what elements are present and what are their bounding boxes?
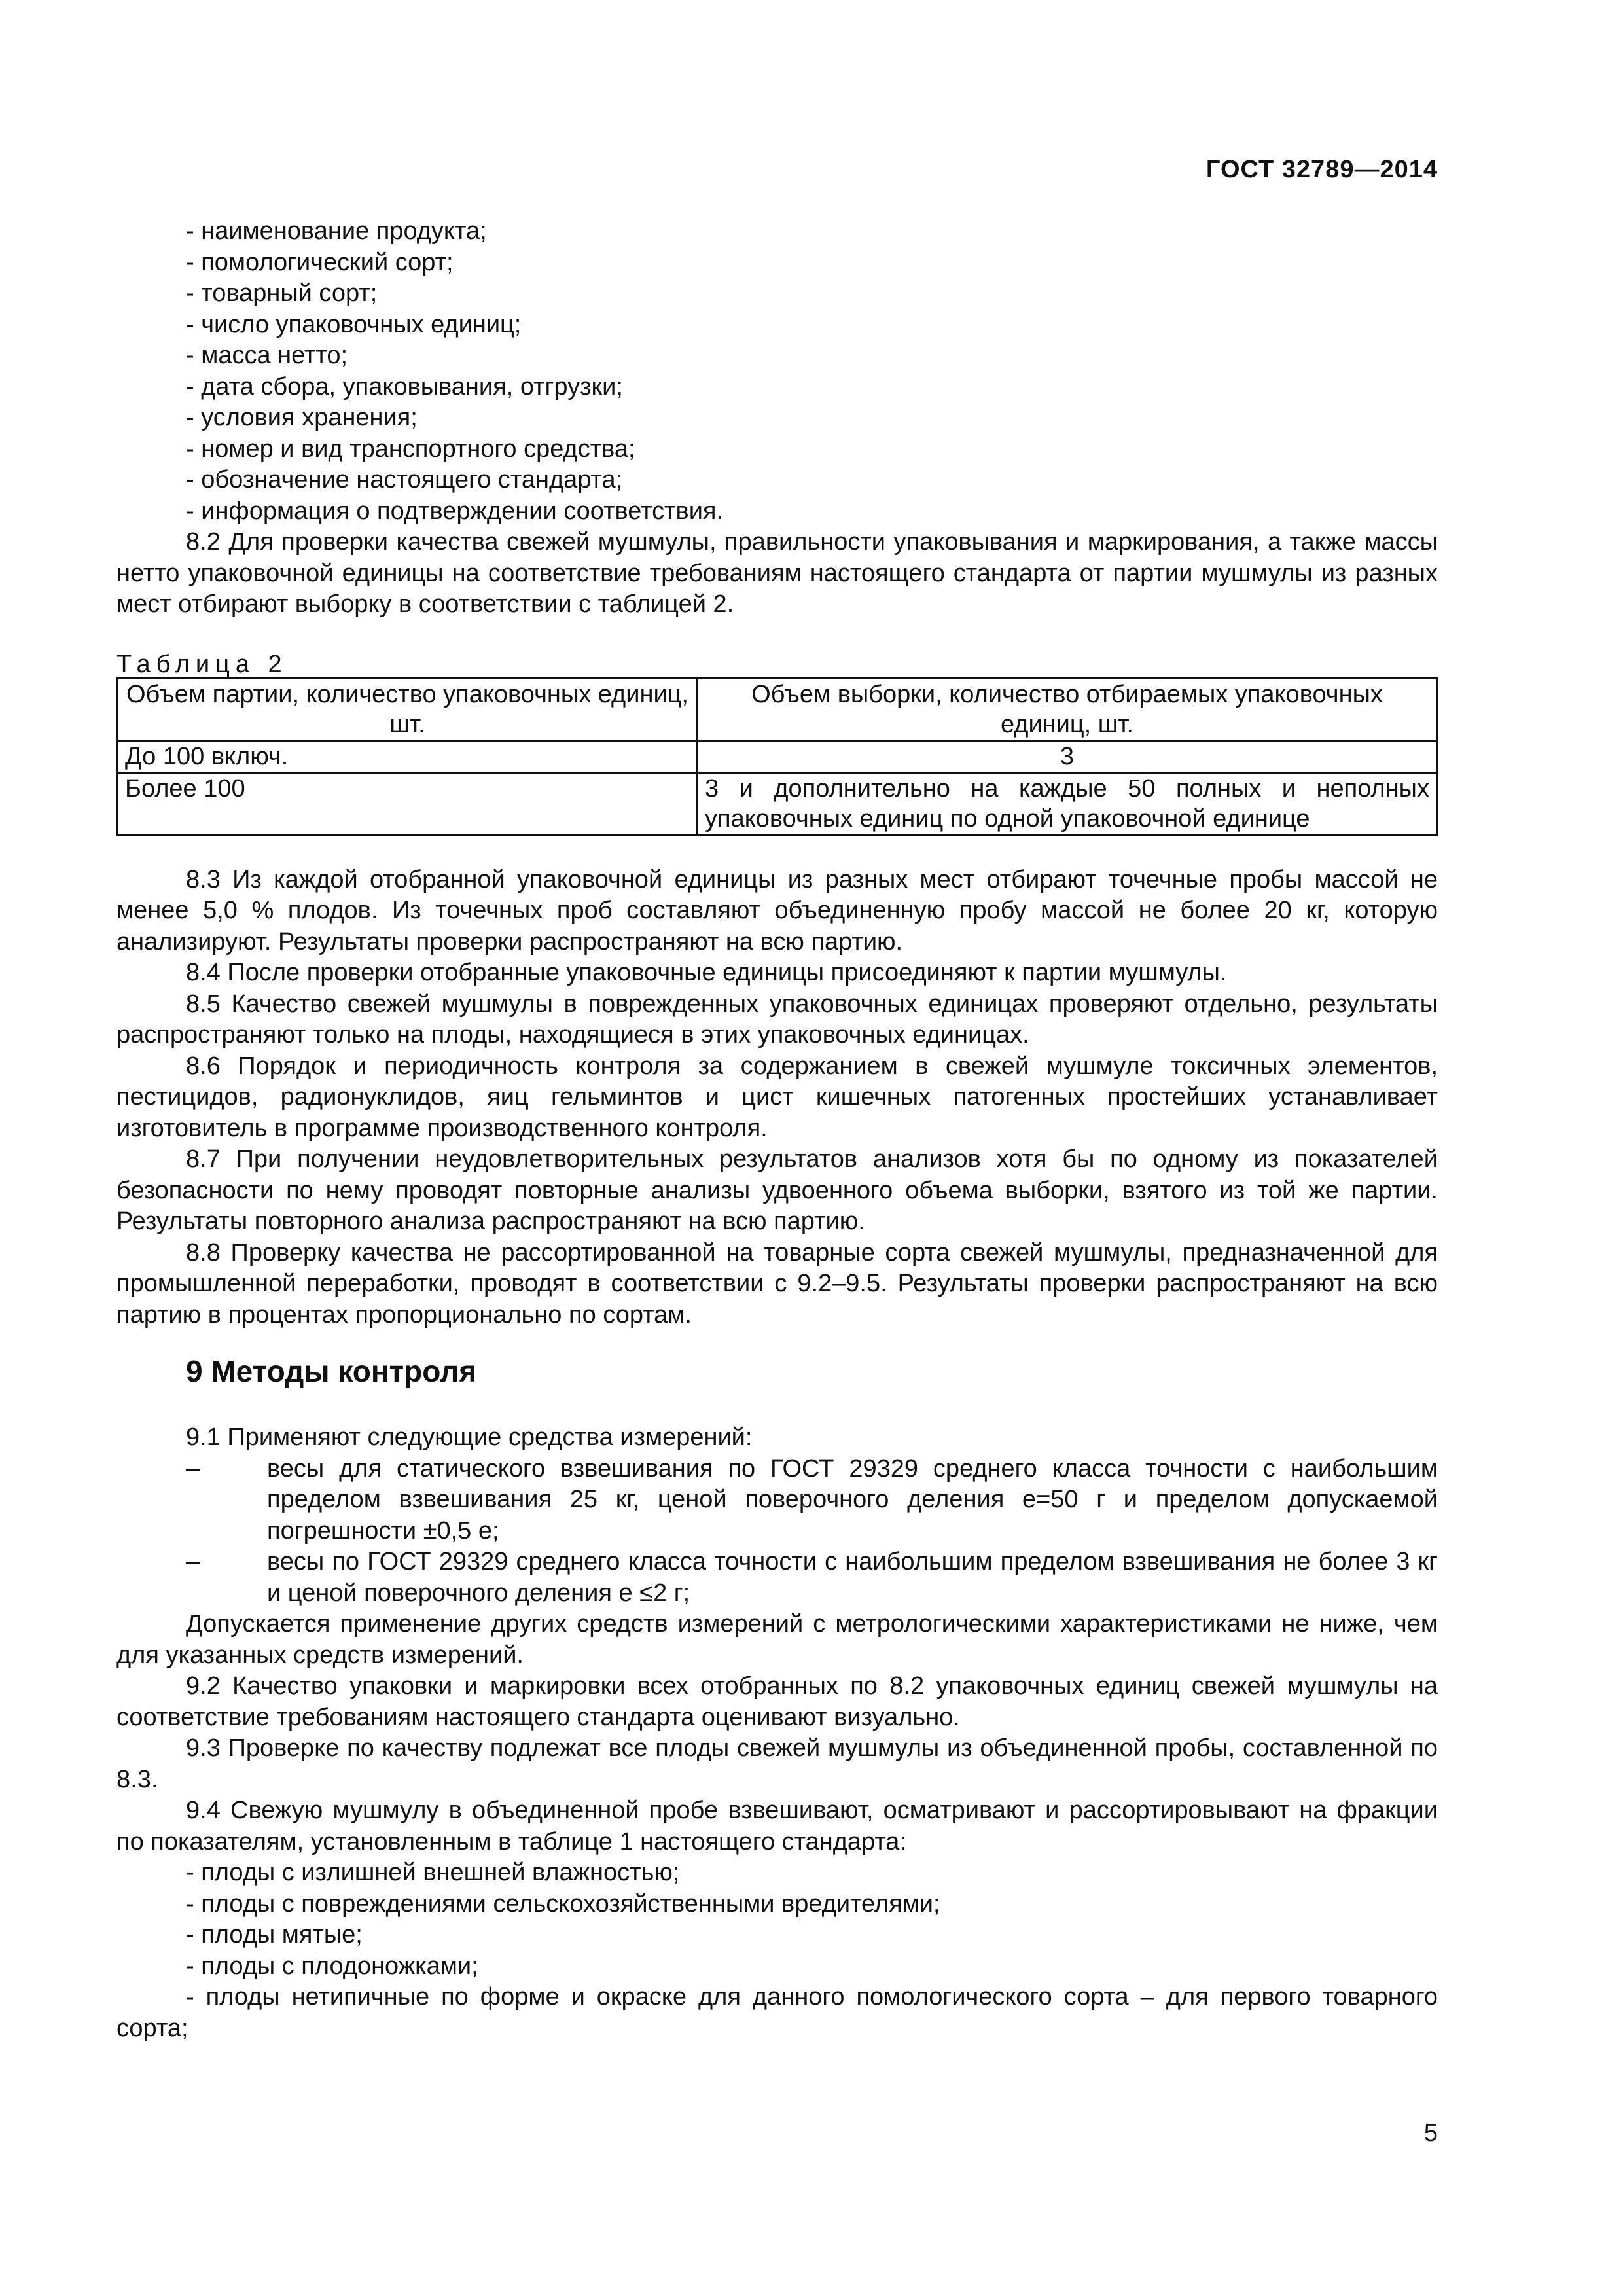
paragraph-9-2: 9.2 Качество упаковки и маркировки всех отобранных по 8.2 упаковочных единиц свежей мушмулы на соответствие требованиям настоящего стандарта оценивают визуально. — [116, 1672, 1438, 1731]
list-item: - плоды с плодоножками; — [186, 1952, 478, 1980]
list-item: - плоды с излишней внешней влажностью; — [186, 1859, 680, 1886]
paragraph-8-7: 8.7 При получении неудовлетворительных результатов анализов хотя бы по одному из показателей безопасности по нему проводят повторные анализы удвоенного объема выборки, взятого из той же партии. Результаты повторного анализа распространяют на всю партию. — [116, 1145, 1438, 1235]
list-a — [116, 216, 1438, 527]
table-header-cell: Объем партии, количество упаковочных единиц, шт. — [118, 678, 698, 740]
list-item-last: - плоды нетипичные по форме и окраске для данного помологического сорта – для первого товарного сорта; — [116, 1983, 1438, 2042]
list-item: - масса нетто; — [186, 342, 348, 369]
dash-item — [116, 1547, 1438, 1609]
table-cell: Более 100 — [118, 772, 698, 834]
spacer — [116, 836, 1438, 865]
list-item: - номер и вид транспортного средства; — [186, 435, 635, 463]
list-item: - дата сбора, упаковывания, отгрузки; — [186, 372, 623, 401]
paragraph-8-5: 8.5 Качество свежей мушмулы в поврежденных упаковочных единицах проверяют отдельно, результаты распространяют только на плоды, находящиеся в этих упаковочных единицах. — [116, 990, 1438, 1049]
table-cell: 3 и дополнительно на каждые 50 полных и неполных упаковочных единиц по одной упаковочной единице — [698, 772, 1437, 834]
list-b — [116, 1857, 1438, 1982]
paragraph-8-3: 8.3 Из каждой отобранной упаковочной единицы из разных мест отбирают точечные пробы массой не менее 5,0 % плодов. Из точечных проб составляют объединенную пробу массой не более 20 кг, которую анализируют. Результаты проверки распространяют на всю партию. — [116, 865, 1438, 956]
paragraph-9-4: 9.4 Свежую мушмулу в объединенной пробе взвешивают, осматривают и рассортировывают на фракции по показателям, установленным в таблице 1 настоящего стандарта: — [116, 1797, 1438, 1856]
list-item: - товарный сорт; — [186, 279, 378, 307]
paragraph-9-3: 9.3 Проверке по качеству подлежат все плоды свежей мушмулы из объединенной пробы, составленной по 8.3. — [116, 1734, 1438, 1793]
page-body — [116, 216, 1438, 2044]
table-cell: До 100 включ. — [118, 740, 698, 772]
list-item: - наименование продукта; — [186, 217, 487, 245]
dash-text: весы для статического взвешивания по ГОСТ 29329 среднего класса точности с наибольшим пределом взвешивания 25 кг, ценой поверочного деления е=50 г и пределом допускаемой погрешности ±0,5 е; — [267, 1454, 1438, 1545]
list-item: - плоды с повреждениями сельскохозяйственными вредителями; — [186, 1890, 940, 1918]
sample-size-table — [116, 677, 1438, 836]
dash-text: весы по ГОСТ 29329 среднего класса точности с наибольшим пределом взвешивания не более 3 кг и ценой поверочного деления е ≤2 г; — [267, 1548, 1438, 1607]
table-row — [118, 772, 1437, 834]
dash-item — [116, 1454, 1438, 1547]
list-item: - обозначение настоящего стандарта; — [186, 466, 623, 493]
table-caption: Таблица 2 — [116, 650, 288, 678]
list-item: - помологический сорт; — [186, 248, 454, 276]
paragraph-8-6: 8.6 Порядок и периодичность контроля за содержанием в свежей мушмуле токсичных элементов, пестицидов, радионуклидов, яиц гельминтов и цист кишечных патогенных простейших устанавливает изготовитель в программе производственного контроля. — [116, 1052, 1438, 1142]
document-header: ГОСТ 32789—2014 — [1205, 156, 1438, 183]
section-heading: 9 Методы контроля — [186, 1354, 477, 1388]
paragraph-allowed: Допускается применение других средств измерений с метрологическими характеристиками не ниже, чем для указанных средств измерений. — [116, 1610, 1438, 1669]
table-row — [118, 740, 1437, 772]
list-item: - условия хранения; — [186, 404, 418, 431]
table-cell: 3 — [698, 740, 1437, 772]
dash-mark: – — [186, 1454, 200, 1482]
paragraph-8-2: 8.2 Для проверки качества свежей мушмулы, правильности упаковывания и маркирования, а также массы нетто упаковочной единицы на соответствие требованиям настоящего стандарта от партии мушмулы из разных мест отбирают выборку в соответствии с таблицей 2. — [116, 528, 1438, 618]
list-item: - информация о подтверждении соответствия. — [186, 497, 724, 525]
paragraph-8-8: 8.8 Проверку качества не рассортированной на товарные сорта свежей мушмулы, предназначенной для промышленной переработки, проводят в соответствии с 9.2–9.5. Результаты проверки распространяют на всю партию в процентах пропорционально по сортам. — [116, 1238, 1438, 1329]
table-header-row — [118, 678, 1437, 740]
list-item: - число упаковочных единиц; — [186, 310, 522, 338]
table-header-cell: Объем выборки, количество отбираемых упаковочных единиц, шт. — [698, 678, 1437, 740]
paragraph-8-4: 8.4 После проверки отобранные упаковочные единицы присоединяют к партии мушмулы. — [186, 959, 1227, 986]
page-number: 5 — [1423, 2119, 1438, 2147]
paragraph-9-1: 9.1 Применяют следующие средства измерений: — [186, 1424, 753, 1451]
list-item: - плоды мятые; — [186, 1921, 363, 1948]
dash-mark: – — [186, 1548, 200, 1575]
